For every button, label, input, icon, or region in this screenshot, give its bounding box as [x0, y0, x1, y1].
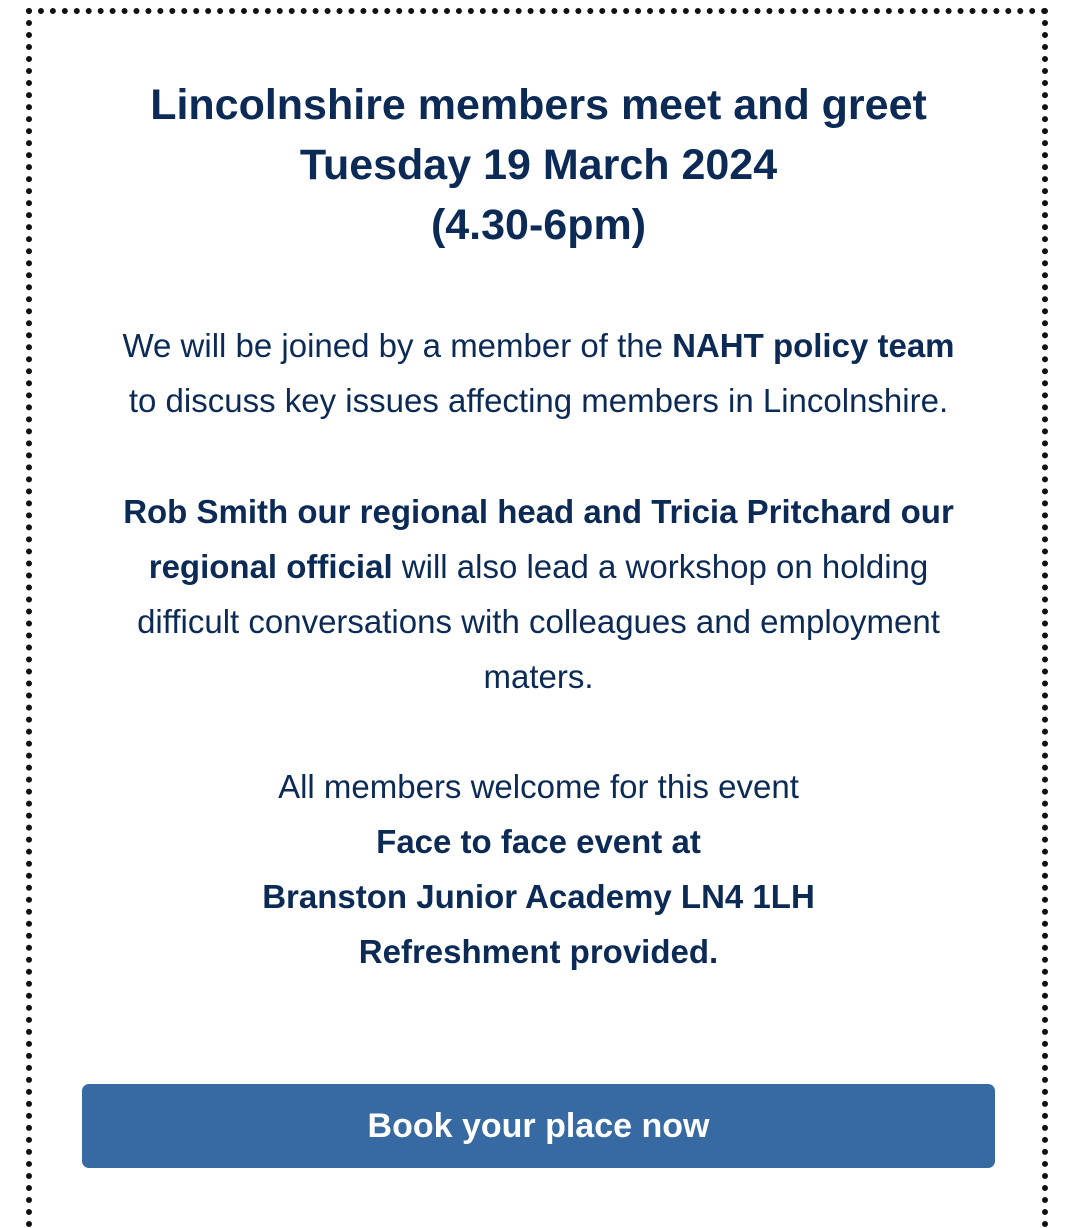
- refreshment-text: Refreshment provided.: [358, 933, 719, 970]
- intro-text: We will be joined by a member of the: [122, 327, 673, 364]
- venue-text: Branston Junior Academy LN4 1LH: [262, 878, 815, 915]
- welcome-text: All members welcome for this event: [278, 768, 799, 805]
- intro-line-2: to discuss key issues affecting members in Lincolnshire.: [128, 382, 949, 419]
- intro-line-1: [0, 318, 1077, 373]
- event-time: (4.30-6pm): [430, 201, 647, 249]
- workshop-line-2: [0, 539, 1077, 594]
- workshop-line-4: maters.: [483, 658, 594, 695]
- face-to-face-text: Face to face event at: [376, 823, 701, 860]
- workshop-line-3: difficult conversations with colleagues and employment: [137, 603, 940, 640]
- event-title: Lincolnshire members meet and greet: [150, 81, 927, 129]
- book-place-button-label: Book your place now: [367, 1107, 710, 1145]
- regional-official-emphasis: regional official: [148, 548, 393, 585]
- workshop-line-1: Rob Smith our regional head and Tricia Pritchard our: [123, 493, 954, 530]
- policy-team-emphasis: NAHT policy team: [672, 327, 955, 364]
- event-date: Tuesday 19 March 2024: [299, 141, 778, 189]
- book-place-button[interactable]: [82, 1084, 995, 1168]
- workshop-text: will also lead a workshop on holding: [392, 548, 929, 585]
